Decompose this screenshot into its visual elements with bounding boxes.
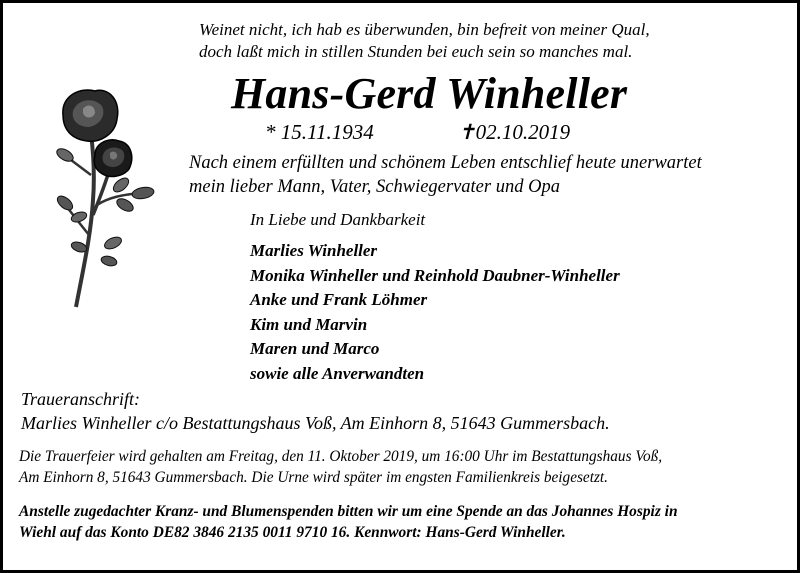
birth-date: * 15.11.1934	[265, 120, 374, 144]
family-member: sowie alle Anverwandten	[250, 363, 425, 383]
ceremony-line-2: Am Einhorn 8, 51643 Gummersbach. Die Urne wird später im engsten Familienkreis beigesetzt.	[19, 469, 608, 486]
donation-line-2: Wiehl auf das Konto DE82 3846 2135 0011 9710 16. Kennwort: Hans-Gerd Winheller.	[19, 524, 566, 541]
intro-line-1: Nach einem erfüllten und schönem Leben entschlief heute unerwartet	[189, 153, 702, 173]
poem	[199, 19, 650, 63]
address-value: Marlies Winheller c/o Bestattungshaus Voß, Am Einhorn 8, 51643 Gummersbach.	[21, 413, 610, 433]
deceased-name: Hans-Gerd Winheller	[231, 69, 628, 118]
family-member: Marlies Winheller	[250, 241, 378, 260]
intro-line-2: mein lieber Mann, Vater, Schwiegervater und Opa	[189, 177, 560, 197]
intro-text	[189, 151, 702, 199]
rose-icon	[43, 85, 163, 315]
family-member: Anke und Frank Löhmer	[250, 290, 428, 310]
family-member: Maren und Marco	[250, 339, 380, 359]
family-member: Monika Winheller und Reinhold Daubner-Winheller	[250, 265, 620, 285]
poem-line-2: doch laßt mich in stillen Stunden bei euch sein so manches mal.	[199, 42, 633, 61]
family-list	[250, 239, 620, 387]
cross-icon: ✝	[458, 120, 476, 144]
death-date: 02.10.2019	[475, 120, 571, 144]
ceremony-line-1: Die Trauerfeier wird gehalten am Freitag, den 11. Oktober 2019, um 16:00 Uhr im Bestattungshaus Voß,	[19, 448, 663, 465]
poem-line-1: Weinet nicht, ich hab es überwunden, bin befreit von meiner Qual,	[199, 20, 650, 39]
address-label: Traueranschrift:	[21, 389, 141, 409]
donation-info	[19, 501, 678, 543]
ceremony-info	[19, 446, 662, 488]
mourning-address	[21, 387, 610, 435]
death-date-group	[458, 119, 570, 145]
family-member: Kim und Marvin	[250, 314, 368, 334]
dedication-line: In Liebe und Dankbarkeit	[250, 210, 426, 229]
donation-line-1: Anstelle zugedachter Kranz- und Blumenspenden bitten wir um eine Spende an das Johannes Hospiz in	[19, 503, 678, 520]
